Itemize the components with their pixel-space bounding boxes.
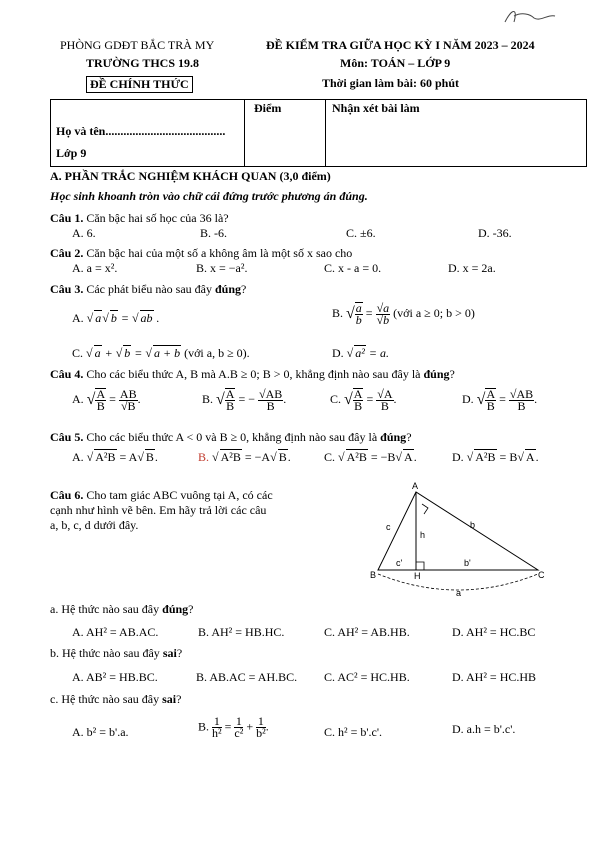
q4-label: Câu 4.: [50, 367, 84, 381]
exam-title: ĐỀ KIỂM TRA GIỮA HỌC KỲ I NĂM 2023 – 2024: [266, 38, 535, 52]
q6a-label: a. Hệ thức nào sau đây: [50, 602, 160, 616]
q3-keyword: đúng: [214, 282, 241, 296]
side-b-label: b: [470, 520, 476, 530]
q1-option-a[interactable]: A. 6.: [72, 226, 96, 240]
side-c-label: c: [386, 522, 391, 532]
class-label: Lớp 9: [56, 146, 87, 160]
signature-scribble: [500, 4, 560, 30]
q2-option-a[interactable]: A. a = x².: [72, 261, 118, 275]
question-4: [50, 367, 455, 382]
q1-option-b[interactable]: B. -6.: [200, 226, 227, 240]
q5-label: Câu 5.: [50, 430, 84, 444]
question-3: [50, 282, 246, 297]
q3-d-label: D.: [332, 346, 344, 360]
q4-option-d[interactable]: D. √ $\frac{A}{B}$ = $\frac{√AB}{B}$ .: [462, 386, 538, 413]
q6c-option-c[interactable]: C. h² = b'.c'.: [324, 725, 383, 739]
question-1: [50, 211, 229, 226]
score-header: Điểm: [254, 101, 282, 115]
q2-option-d[interactable]: D. x = 2a.: [448, 261, 496, 275]
b-prime-label: b': [464, 558, 471, 568]
q4-a-label: A.: [72, 391, 84, 406]
q3-label: Câu 3.: [50, 282, 84, 296]
q6-text-line2: cạnh như hình vẽ bên. Em hãy trả lời các câu: [50, 503, 267, 517]
section-a-instruction: Học sinh khoanh tròn vào chữ cái đứng trước phương án đúng.: [50, 189, 368, 203]
q1-option-d[interactable]: D. -36.: [478, 226, 512, 240]
time-line: Thời gian làm bài: 60 phút: [322, 76, 460, 90]
q6c-label-end: ?: [176, 692, 182, 706]
q1-option-c[interactable]: C. ±6.: [346, 226, 376, 240]
q3-option-c[interactable]: C. √ a + √ b = √ a + b (với a, b ≥ 0).: [72, 346, 250, 360]
q4-option-b[interactable]: B. √ $\frac{A}{B}$ = − $\frac{√AB}{B}$ .: [202, 386, 287, 413]
vertex-a-label: A: [412, 481, 419, 491]
q6a-option-d[interactable]: D. AH² = HC.BC: [452, 625, 536, 639]
q6c-option-b[interactable]: B. $\frac{1}{\text{h²}}$ = $\frac{1}{\text{c²}}$ + $\frac{1}{\text{b²}}$ .: [198, 714, 269, 740]
vertex-h-label: H: [414, 571, 421, 581]
q6c-b-label: B.: [198, 719, 210, 734]
question-2: [50, 246, 352, 261]
height-h-label: h: [420, 530, 426, 540]
triangle-figure: [360, 478, 560, 600]
q6c-label: c. Hệ thức nào sau đây: [50, 692, 160, 706]
q3-b-label: B.: [332, 305, 344, 320]
q5-a-label: A.: [72, 450, 84, 464]
q6b-keyword: sai: [162, 646, 177, 660]
q3-text-end: ?: [241, 282, 247, 296]
vertex-b-label: B: [370, 570, 377, 580]
official-stamp: ĐỀ CHÍNH THỨC: [86, 76, 193, 93]
section-a-title: A. PHẦN TRẮC NGHIỆM KHÁCH QUAN (3,0 điểm): [50, 169, 331, 183]
q6-part-c: [50, 692, 181, 707]
dept-name: PHÒNG GDĐT BẮC TRÀ MY: [60, 38, 215, 52]
side-a-label: a: [456, 588, 462, 598]
question-6: [50, 488, 273, 533]
q6-text-line1: Cho tam giác ABC vuông tại A, có các: [86, 488, 273, 502]
q6a-keyword: đúng: [162, 602, 189, 616]
q6a-option-c[interactable]: C. AH² = AB.HB.: [324, 625, 410, 639]
q6-text-line3: a, b, c, d dưới đây.: [50, 518, 139, 532]
q6c-option-d[interactable]: D. a.h = b'.c'.: [452, 722, 516, 736]
q4-option-c[interactable]: C. √ $\frac{A}{B}$ = $\frac{√A}{B}$ .: [330, 386, 397, 413]
q3-c-label: C.: [72, 346, 84, 360]
q6b-option-a[interactable]: A. AB² = HB.BC.: [72, 670, 158, 684]
q5-text: Cho các biểu thức A < 0 và B ≥ 0, khẳng định nào sau đây là: [86, 430, 378, 444]
q4-text: Cho các biểu thức A, B mà A.B ≥ 0; B > 0, khẳng định nào sau đây là: [86, 367, 421, 381]
subject-line: Môn: TOÁN – LỚP 9: [340, 56, 451, 70]
q6-part-a: [50, 602, 194, 617]
comment-header: Nhận xét bài làm: [332, 101, 420, 115]
q4-option-a[interactable]: A. √ $\frac{A}{B}$ = $\frac{AB}{√B}$ .: [72, 386, 141, 413]
q3-text: Các phát biểu nào sau đây: [86, 282, 212, 296]
q5-b-label: B.: [198, 450, 210, 464]
q4-text-end: ?: [449, 367, 455, 381]
q4-b-label: B.: [202, 391, 214, 406]
q4-keyword: đúng: [423, 367, 450, 381]
q3-option-d[interactable]: D. √ a² = a.: [332, 346, 389, 360]
student-name-label[interactable]: Họ và tên........................................: [56, 124, 226, 138]
q4-c-label: C.: [330, 391, 342, 406]
q5-option-c[interactable]: C. √ A²B = −B√ A.: [324, 450, 417, 464]
c-prime-label: c': [396, 558, 403, 568]
q5-keyword: đúng: [380, 430, 407, 444]
q2-label: Câu 2.: [50, 246, 84, 260]
q6-label: Câu 6.: [50, 488, 84, 502]
q2-option-c[interactable]: C. x - a = 0.: [324, 261, 382, 275]
q2-text: Căn bậc hai của một số a không âm là một số x sao cho: [86, 246, 353, 260]
q3-c-condition: (với a, b ≥ 0).: [184, 346, 250, 360]
q6b-option-c[interactable]: C. AC² = HC.HB.: [324, 670, 410, 684]
q3-a-label: A.: [72, 311, 84, 325]
q1-label: Câu 1.: [50, 211, 84, 225]
vertex-c-label: C: [538, 570, 545, 580]
q6a-option-b[interactable]: B. AH² = HB.HC.: [198, 625, 285, 639]
q5-text-end: ?: [406, 430, 412, 444]
q5-option-a[interactable]: A. √ A²B = A√ B.: [72, 450, 158, 464]
q3-option-b[interactable]: B. √ $\frac{a}{b}$ = $\frac{√a}{√b}$ (với a ≥ 0; b > 0): [332, 300, 475, 327]
q5-option-d[interactable]: D. √ A²B = B√ A.: [452, 450, 539, 464]
q6c-keyword: sai: [162, 692, 177, 706]
question-5: [50, 430, 412, 445]
q5-option-b[interactable]: B. √ A²B = −A√ B.: [198, 450, 291, 464]
school-name: TRƯỜNG THCS 19.8: [86, 56, 200, 70]
q6-part-b: [50, 646, 182, 661]
q6b-option-d[interactable]: D. AH² = HC.HB: [452, 670, 537, 684]
q6b-label-end: ?: [176, 646, 183, 660]
q6a-label-end: ?: [188, 602, 194, 616]
q5-d-label: D.: [452, 450, 464, 464]
q6c-option-a[interactable]: A. b² = b'.a.: [72, 725, 129, 739]
q3-option-a[interactable]: A. √ a√ b = √ ab .: [72, 311, 160, 325]
q4-d-label: D.: [462, 391, 474, 406]
q1-text: Căn bậc hai số học của 36 là?: [86, 211, 229, 225]
q5-c-label: C.: [324, 450, 336, 464]
q2-option-b[interactable]: B. x = −a².: [196, 261, 248, 275]
q3-b-condition: (với a ≥ 0; b > 0): [393, 305, 475, 320]
q6b-label: b. Hệ thức nào sau đây: [50, 646, 160, 660]
q6b-option-b[interactable]: B. AB.AC = AH.BC.: [196, 670, 298, 684]
q6a-option-a[interactable]: A. AH² = AB.AC.: [72, 625, 159, 639]
